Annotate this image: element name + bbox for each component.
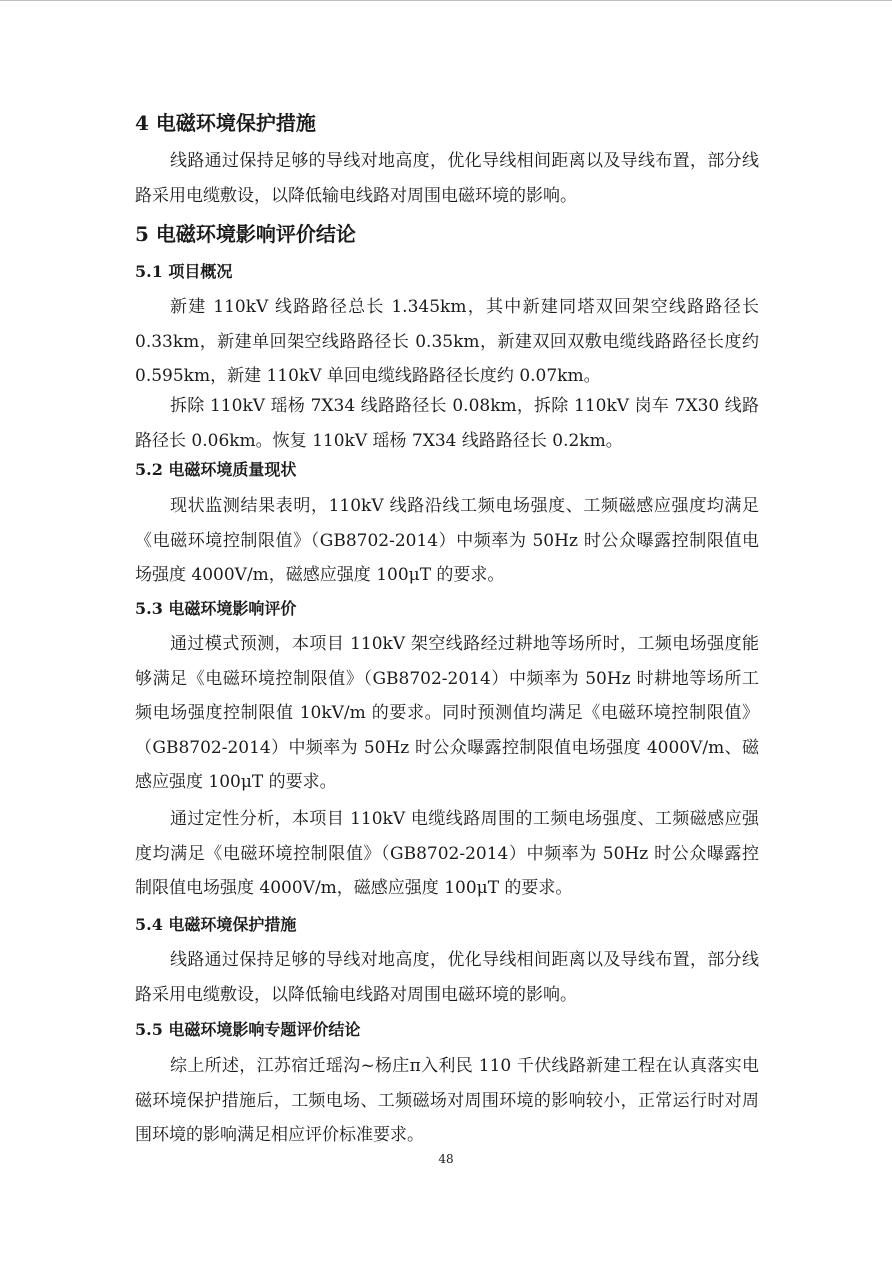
section-5-5-paragraph: 综上所述，江苏宿迁瑶沟~杨庄π入利民 110 千伏线路新建工程在认真落实电磁环境保护措施后，工频电场、工频磁场对周围环境的影响较小，正常运行时对周围环境的影响满足相应评价标准要求。 [135, 1056, 759, 1145]
section-5-2-heading: 5.2 电磁环境质量现状 [135, 460, 297, 479]
section-4-paragraph: 线路通过保持足够的导线对地高度，优化导线相间距离以及导线布置，部分线路采用电缆敷设，以降低输电线路对周围电磁环境的影响。 [135, 151, 759, 206]
section-5-1-paragraph-1: 新建 110kV 线路路径总长 1.345km，其中新建同塔双回架空线路路径长 0.33km，新建单回架空线路路径长 0.35km，新建双回双敷电缆线路路径长度约 0.595km，新建 110kV 单回电缆线路路径长度约 0.07km。 [135, 297, 759, 386]
section-5-4-heading: 5.4 电磁环境保护措施 [135, 915, 297, 934]
section-5-heading: 5 电磁环境影响评价结论 [135, 222, 356, 246]
section-5-3-paragraph-2: 通过定性分析，本项目 110kV 电缆线路周围的工频电场强度、工频磁感应强度均满足《电磁环境控制限值》（GB8702-2014）中频率为 50Hz 时公众曝露控制限值电场强度 4000V/m，磁感应强度 100μT 的要求。 [135, 809, 759, 898]
section-5-4-paragraph: 线路通过保持足够的导线对地高度，优化导线相间距离以及导线布置，部分线路采用电缆敷设，以降低输电线路对周围电磁环境的影响。 [135, 950, 759, 1005]
page-number: 48 [438, 1152, 454, 1166]
section-4-heading: 4 电磁环境保护措施 [135, 111, 316, 135]
page-top-border [0, 0, 892, 1]
section-5-1-paragraph-2: 拆除 110kV 瑶杨 7X34 线路路径长 0.08km，拆除 110kV 岗车 7X30 线路路径长 0.06km。恢复 110kV 瑶杨 7X34 线路路径长 0.2km。 [135, 396, 759, 451]
section-5-2-paragraph: 现状监测结果表明，110kV 线路沿线工频电场强度、工频磁感应强度均满足《电磁环境控制限值》（GB8702-2014）中频率为 50Hz 时公众曝露控制限值电场强度 4000V/m，磁感应强度 100μT 的要求。 [135, 496, 759, 585]
section-5-3-heading: 5.3 电磁环境影响评价 [135, 599, 297, 618]
section-5-5-heading: 5.5 电磁环境影响专题评价结论 [135, 1020, 361, 1039]
section-5-1-heading: 5.1 项目概况 [135, 262, 233, 281]
section-5-3-paragraph-1: 通过模式预测，本项目 110kV 架空线路经过耕地等场所时，工频电场强度能够满足《电磁环境控制限值》（GB8702-2014）中频率为 50Hz 时耕地等场所工频电场强度控制限值 10kV/m 的要求。同时预测值均满足《电磁环境控制限值》（GB8702-2014）中频率为 50Hz 时公众曝露控制限值电场强度 4000V/m、磁感应强度 100μT 的要求。 [135, 634, 759, 792]
